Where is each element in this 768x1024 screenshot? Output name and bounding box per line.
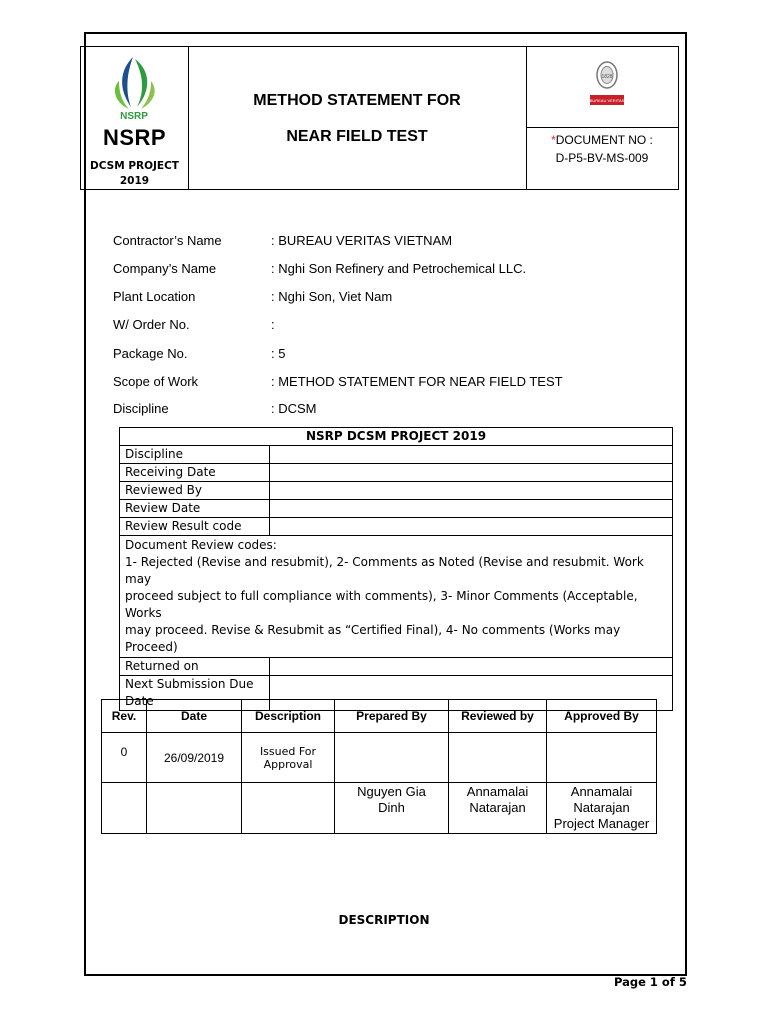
document-header (80, 46, 679, 190)
column-header: Prepared By (335, 700, 449, 733)
svg-text:1828: 1828 (601, 74, 613, 80)
review-value (270, 464, 673, 482)
rev-reviewed-empty (449, 733, 547, 783)
review-value (270, 446, 673, 464)
info-value: : Nghi Son, Viet Nam (271, 289, 393, 304)
review-label: Next Submission Due Date (120, 676, 270, 711)
info-label: W/ Order No. (113, 317, 190, 332)
column-header: Approved By (547, 700, 657, 733)
review-label: Returned on (120, 658, 270, 676)
review-label: Receiving Date (120, 464, 270, 482)
table-row (120, 518, 673, 536)
svg-text:BUREAU VERITAS: BUREAU VERITAS (589, 98, 625, 103)
info-label: Company’s Name (113, 261, 217, 276)
project-name: DCSM PROJECT 2019 (90, 160, 179, 187)
column-header: Rev. (102, 700, 147, 733)
nsrp-logo-icon (81, 47, 188, 123)
rev-prepared-empty (335, 733, 449, 783)
column-header: Date (147, 700, 242, 733)
review-table (119, 427, 673, 711)
title-cell (188, 47, 527, 189)
doc-title-line2: NEAR FIELD TEST (286, 128, 428, 145)
doc-title-line1: METHOD STATEMENT FOR (253, 92, 461, 109)
table-row (102, 783, 657, 834)
table-row (120, 464, 673, 482)
document-number: *DOCUMENT NO : D-P5-BV-MS-009 (551, 133, 653, 165)
table-header-row (102, 700, 657, 733)
info-value: : DCSM (271, 401, 317, 416)
empty-cell (147, 783, 242, 834)
table-row (120, 500, 673, 518)
info-value: : BUREAU VERITAS VIETNAM (271, 233, 453, 248)
review-codes: Document Review codes: 1- Rejected (Revise and resubmit), 2- Comments as Noted (Revise and resubmit. Work may proceed subject to full compliance with comments), 3- Minor Comments (Acceptable, Works may proceed. Revise & Resubmit as “Certified Final), 4- No comments (Works may Proceed) (120, 536, 673, 658)
review-label: Review Date (120, 500, 270, 518)
bv-logo-cell (526, 47, 678, 128)
rev-description: Issued For Approval (242, 733, 335, 783)
review-label: Discipline (120, 446, 270, 464)
review-label: Review Result code (120, 518, 270, 536)
table-row (120, 658, 673, 676)
table-row (120, 446, 673, 464)
description-heading: DESCRIPTION (338, 913, 430, 927)
column-header: Description (242, 700, 335, 733)
rev-approved-empty (547, 733, 657, 783)
info-label: Contractor’s Name (113, 233, 222, 248)
info-value: : METHOD STATEMENT FOR NEAR FIELD TEST (271, 374, 563, 389)
rev-date: 26/09/2019 (147, 733, 242, 783)
company-name: NSRP (102, 125, 167, 150)
review-table-title: NSRP DCSM PROJECT 2019 (120, 428, 673, 446)
approved-by: Annamalai Natarajan Project Manager (547, 783, 657, 834)
table-row (120, 536, 673, 658)
table-row (102, 733, 657, 783)
info-label: Plant Location (113, 289, 196, 304)
document-number-cell (526, 47, 678, 189)
nsrp-logo-cell (81, 47, 189, 189)
info-value: : Nghi Son Refinery and Petrochemical LLC. (271, 261, 527, 276)
reviewed-by: Annamalai Natarajan (449, 783, 547, 834)
revision-table (101, 699, 657, 834)
prepared-by: Nguyen Gia Dinh (335, 783, 449, 834)
bureau-veritas-logo-icon (526, 47, 678, 127)
table-row (120, 482, 673, 500)
page-number: Page 1 of 5 (614, 975, 687, 989)
info-label: Scope of Work (113, 374, 199, 389)
info-label: Package No. (113, 346, 188, 361)
svg-text:NSRP: NSRP (120, 111, 148, 122)
review-value (270, 518, 673, 536)
info-label: Discipline (113, 401, 169, 416)
review-value (270, 500, 673, 518)
rev-number: 0 (102, 733, 147, 783)
review-value (270, 482, 673, 500)
empty-cell (242, 783, 335, 834)
info-value: : 5 (271, 346, 286, 361)
review-value (270, 658, 673, 676)
info-value: : (271, 317, 275, 332)
empty-cell (102, 783, 147, 834)
review-label: Reviewed By (120, 482, 270, 500)
column-header: Reviewed by (449, 700, 547, 733)
